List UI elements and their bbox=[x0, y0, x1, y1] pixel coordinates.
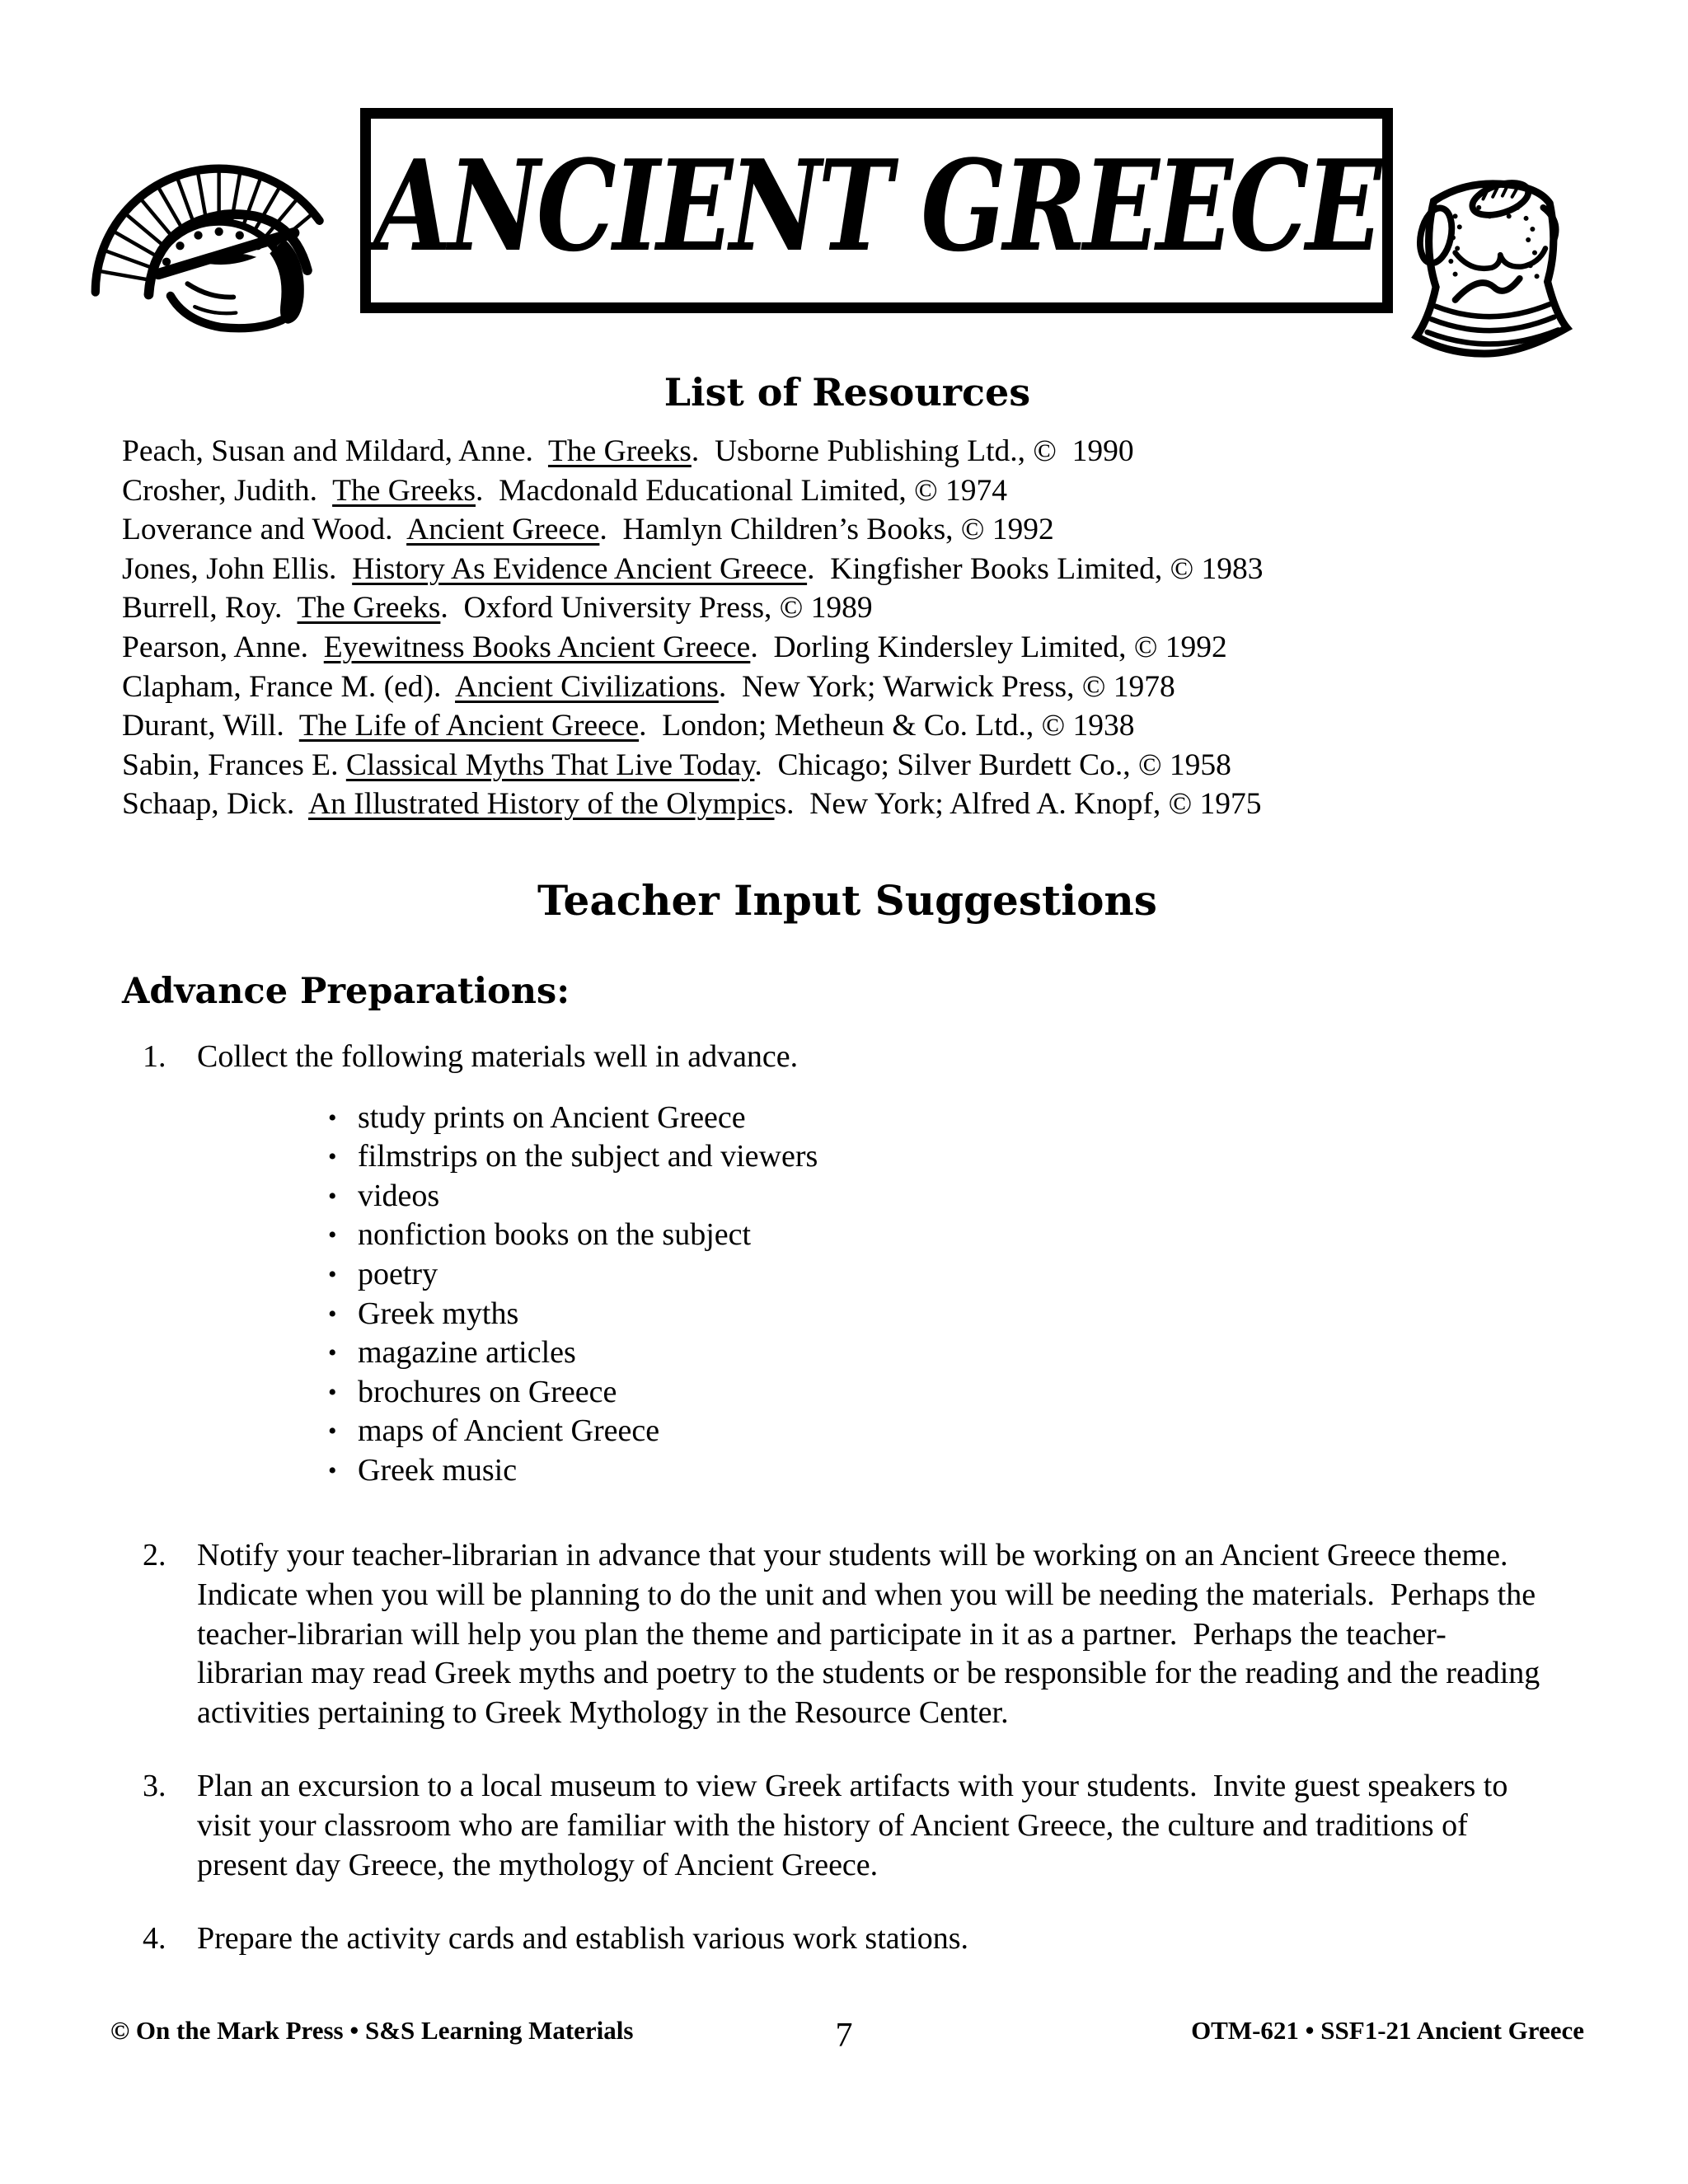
book-title: The Life of Ancient Greece bbox=[298, 709, 640, 743]
bullet-icon: • bbox=[328, 1143, 337, 1171]
bullet-icon: • bbox=[328, 1339, 337, 1367]
bullet-icon: • bbox=[328, 1418, 337, 1446]
book-title: Classical Myths That Live Today bbox=[345, 748, 755, 782]
book-title: History As Evidence Ancient Greece bbox=[352, 551, 808, 586]
materials-bullet-list bbox=[328, 1099, 1573, 1491]
book-title: Ancient Civilizations bbox=[455, 669, 719, 704]
teacher-input-heading: Teacher Input Suggestions bbox=[537, 875, 1157, 925]
list-item: • maps of Ancient Greece bbox=[328, 1412, 1573, 1451]
list-item: • poetry bbox=[328, 1255, 1573, 1295]
footer-copyright: © On the Mark Press • S&S Learning Materials bbox=[110, 2016, 634, 2045]
book-title: The Greeks bbox=[297, 591, 441, 626]
resource-entry: Clapham, France M. (ed). Ancient Civilizations. New York; Warwick Press, © 1978 bbox=[122, 669, 1175, 704]
breastplate-armor-icon bbox=[1393, 168, 1581, 358]
book-title: Ancient Greece bbox=[406, 513, 600, 547]
resource-entry: Loverance and Wood. Ancient Greece. Hamlyn Children’s Books, © 1992 bbox=[122, 513, 1054, 547]
bullet-icon: • bbox=[328, 1378, 337, 1406]
list-item: • Greek music bbox=[328, 1451, 1573, 1491]
list-item: • Greek myths bbox=[328, 1295, 1573, 1334]
item-text: Prepare the activity cards and establish various work stations. bbox=[197, 1921, 969, 1957]
greek-helmet-icon bbox=[86, 112, 364, 356]
item-text: Plan an excursion to a local museum to view Greek artifacts with your students. Invite guest speakers to visit your classroom who are familiar with the history of Ancient Greece, the culture and traditions of present day Greece, the mythology of Ancient Greece. bbox=[197, 1769, 1516, 1882]
numbered-item-2 bbox=[143, 1536, 1573, 1732]
bullet-icon: • bbox=[328, 1221, 337, 1249]
bullet-icon: • bbox=[328, 1104, 337, 1132]
list-item: • study prints on Ancient Greece bbox=[328, 1099, 1573, 1138]
resource-entry: Burrell, Roy. The Greeks. Oxford University Press, © 1989 bbox=[122, 591, 873, 626]
resources-heading: List of Resources bbox=[663, 370, 1031, 415]
book-title: The Greeks bbox=[332, 473, 476, 508]
item-number: 2. bbox=[143, 1538, 166, 1573]
list-item: • nonfiction books on the subject bbox=[328, 1216, 1573, 1255]
resource-entry: Jones, John Ellis. History As Evidence Ancient Greece. Kingfisher Books Limited, © 1983 bbox=[122, 551, 1264, 586]
item-number: 4. bbox=[143, 1921, 166, 1957]
page-content bbox=[0, 368, 1688, 1959]
page-title: ANCIENT GREECE bbox=[373, 131, 1380, 279]
book-title: An Illustrated History of the Olympic bbox=[308, 787, 775, 822]
bullet-icon: • bbox=[328, 1260, 337, 1288]
list-item: • magazine articles bbox=[328, 1333, 1573, 1373]
bullet-icon: • bbox=[328, 1182, 337, 1210]
resource-entry: Schaap, Dick. An Illustrated History of the Olympics. New York; Alfred A. Knopf, © 1975 bbox=[122, 787, 1262, 822]
numbered-item-3 bbox=[143, 1767, 1573, 1885]
resource-list bbox=[122, 432, 1573, 824]
resource-entry: Durant, Will. The Life of Ancient Greece. London; Metheun & Co. Ltd., © 1938 bbox=[122, 709, 1135, 743]
item-number: 3. bbox=[143, 1769, 166, 1804]
resource-entry: Sabin, Frances E. Classical Myths That Live Today. Chicago; Silver Burdett Co., © 1958 bbox=[122, 748, 1231, 782]
resource-entry: Peach, Susan and Mildard, Anne. The Greeks. Usborne Publishing Ltd., © 1990 bbox=[122, 434, 1134, 468]
book-title: Eyewitness Books Ancient Greece bbox=[323, 630, 751, 664]
numbered-item-1 bbox=[143, 1038, 1573, 1077]
page-number: 7 bbox=[835, 2017, 853, 2055]
footer-product-code: OTM-621 • SSF1-21 Ancient Greece bbox=[1191, 2016, 1584, 2045]
bullet-icon: • bbox=[328, 1456, 337, 1484]
list-item: • filmstrips on the subject and viewers bbox=[328, 1137, 1573, 1177]
page-footer bbox=[0, 2016, 1688, 2055]
book-title: The Greeks bbox=[547, 434, 692, 468]
list-item: • brochures on Greece bbox=[328, 1373, 1573, 1413]
title-banner bbox=[360, 108, 1393, 313]
resource-entry: Pearson, Anne. Eyewitness Books Ancient Greece. Dorling Kindersley Limited, © 1992 bbox=[122, 630, 1227, 664]
advance-preparations-heading: Advance Preparations: bbox=[122, 970, 570, 1012]
numbered-item-4 bbox=[143, 1919, 1573, 1959]
item-text: Notify your teacher-librarian in advance that your students will be working on an Ancient Greece theme. Indicate when you will be planning to do the unit and when you will be needing the materials. Perhaps the teacher-librarian will help you plan the theme and participate in it as a partner. Perhaps the teacher-librarian may read Greek myths and poetry to the students or be responsible for the reading and the reading activities pertaining to Greek Mythology in the Resource Center. bbox=[197, 1538, 1548, 1730]
page-header bbox=[0, 0, 1688, 364]
bullet-icon: • bbox=[328, 1300, 337, 1328]
item-number: 1. bbox=[143, 1038, 166, 1074]
resource-entry: Crosher, Judith. The Greeks. Macdonald Educational Limited, © 1974 bbox=[122, 473, 1008, 508]
item-text: Collect the following materials well in advance. bbox=[197, 1038, 799, 1074]
list-item: • videos bbox=[328, 1177, 1573, 1216]
